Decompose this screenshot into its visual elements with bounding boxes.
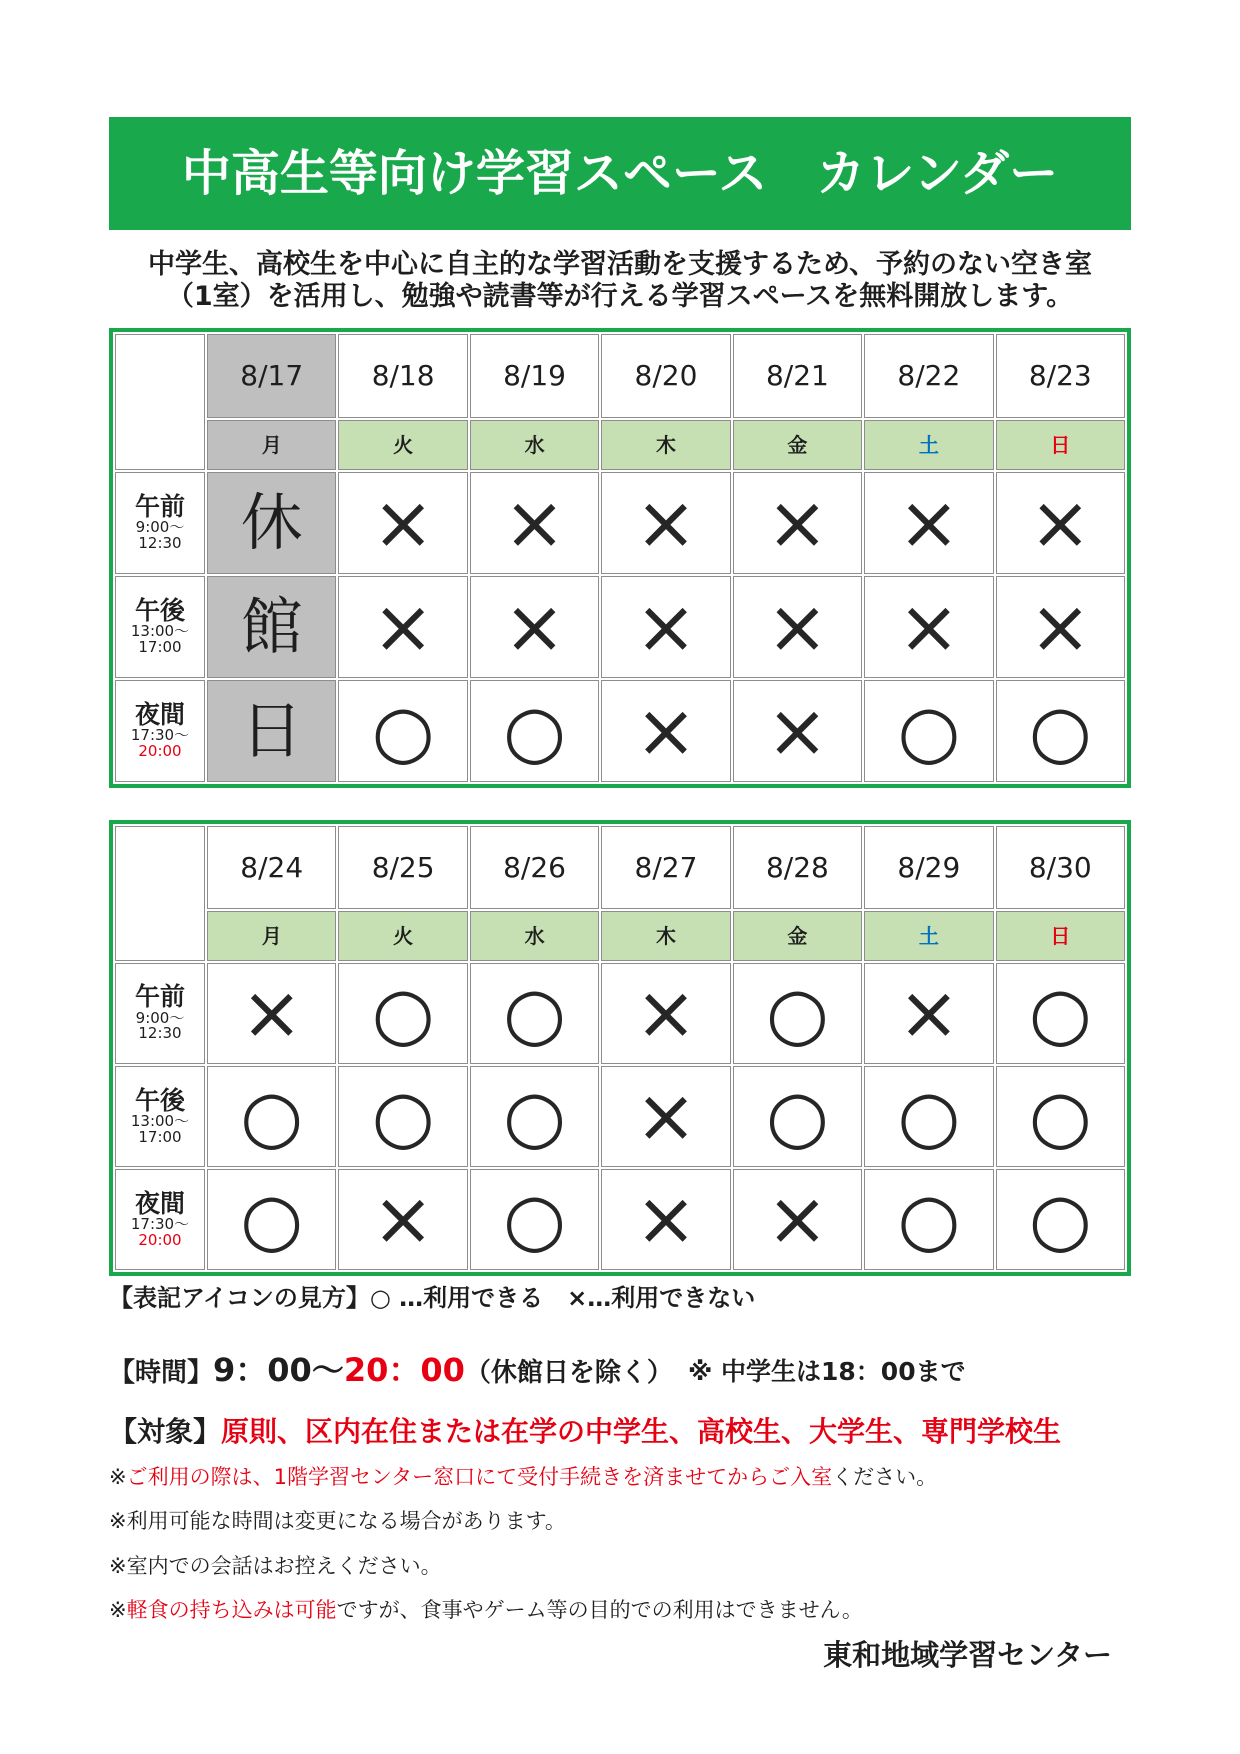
calendar-corner — [115, 334, 205, 470]
time-slot-end: 12:30 — [138, 534, 182, 553]
availability-cell — [338, 963, 467, 1064]
availability-cell — [338, 1066, 467, 1167]
weekday-cell: 月 — [207, 420, 336, 470]
weekday-cell: 水 — [470, 420, 599, 470]
availability-cell — [470, 576, 599, 678]
availability-cell — [864, 963, 993, 1064]
intro-line: （1室）を活用し、勉強や読書等が行える学習スペースを無料開放します。 — [166, 281, 1074, 312]
availability-cell — [207, 1169, 336, 1270]
weekday-cell: 月 — [207, 911, 336, 961]
availability-cell — [601, 963, 730, 1064]
notes-list — [109, 1463, 1131, 1640]
availability-cell — [733, 963, 862, 1064]
title-banner — [109, 117, 1131, 230]
availability-cell — [338, 1169, 467, 1270]
availability-cell — [864, 472, 993, 574]
availability-cell — [338, 576, 467, 678]
time-slot-end: 17:00 — [138, 1127, 182, 1146]
availability-cell — [996, 1169, 1125, 1270]
weekday-cell: 水 — [470, 911, 599, 961]
availability-cell — [733, 576, 862, 678]
availability-cell — [601, 680, 730, 782]
available-mark: ○ — [1028, 971, 1092, 1056]
availability-cell — [864, 1169, 993, 1270]
available-mark: ○ — [1028, 689, 1092, 773]
available-mark: ○ — [897, 1074, 961, 1159]
available-mark: ○ — [766, 971, 829, 1056]
availability-cell — [864, 576, 993, 678]
date-cell: 8/17 — [207, 334, 336, 418]
hours-line — [109, 1350, 673, 1390]
weekday-cell: 木 — [601, 420, 730, 470]
closed-day-cell — [207, 576, 336, 678]
calendar-week-1 — [109, 328, 1131, 788]
date-cell: 8/30 — [996, 826, 1125, 909]
intro-text — [109, 249, 1131, 313]
availability-cell — [470, 1169, 599, 1270]
weekday-cell: 木 — [601, 911, 730, 961]
availability-cell — [601, 472, 730, 574]
availability-cell — [733, 1169, 862, 1270]
unavailable-mark: × — [503, 584, 566, 670]
unavailable-mark: × — [766, 1176, 829, 1263]
availability-cell — [338, 472, 467, 574]
unavailable-mark: × — [372, 584, 435, 670]
time-slot-label: 午後 — [134, 1085, 185, 1115]
time-slot-end: 17:00 — [138, 638, 182, 657]
availability-cell — [470, 963, 599, 1064]
time-slot-label: 午前 — [134, 492, 185, 522]
unavailable-mark: × — [634, 1176, 697, 1263]
target-text: 原則、区内在住または在学の中学生、高校生、大学生、専門学校生 — [221, 1415, 1062, 1448]
unavailable-mark: × — [766, 480, 829, 566]
availability-cell — [996, 576, 1125, 678]
available-mark: ○ — [897, 1177, 961, 1262]
note-text: ※利用可能な時間は変更になる場合があります。 — [109, 1509, 566, 1534]
availability-cell — [470, 1066, 599, 1167]
time-slot-start: 9:00〜 — [135, 518, 185, 537]
weekday-cell: 金 — [733, 420, 862, 470]
available-mark: ○ — [1028, 1177, 1092, 1262]
availability-cell — [338, 680, 467, 782]
unavailable-mark: × — [503, 480, 566, 566]
intro-line: 中学生、高校生を中心に自主的な学習活動を支援するため、予約のない空き室 — [148, 249, 1092, 280]
date-cell: 8/29 — [864, 826, 993, 909]
time-slot-start: 13:00〜 — [130, 1111, 190, 1130]
weekday-cell: 日 — [996, 420, 1125, 470]
time-slot-end: 20:00 — [138, 742, 182, 761]
availability-cell — [996, 680, 1125, 782]
calendar-corner — [115, 826, 205, 961]
time-slot-header — [115, 1066, 205, 1167]
unavailable-mark: × — [897, 970, 960, 1057]
date-cell: 8/18 — [338, 334, 467, 418]
note-text: ご利用の際は、1階学習センター窓口にて受付手続きを済ませてからご入室 — [126, 1465, 833, 1489]
hours-label: 【時間】 — [109, 1358, 214, 1388]
date-cell: 8/23 — [996, 334, 1125, 418]
organization-signature: 東和地域学習センター — [823, 1638, 1112, 1672]
closed-day-char: 休 — [240, 486, 303, 559]
time-slot-header — [115, 680, 205, 782]
unavailable-mark: × — [634, 480, 697, 566]
weekday-cell: 土 — [864, 420, 993, 470]
available-mark: ○ — [240, 1177, 304, 1262]
time-slot-start: 17:30〜 — [130, 1214, 190, 1233]
unavailable-mark: × — [372, 480, 435, 566]
time-slot-label: 午前 — [134, 982, 185, 1012]
note-line — [109, 1463, 1131, 1507]
unavailable-mark: × — [634, 970, 697, 1057]
target-line — [109, 1414, 1061, 1450]
unavailable-mark: × — [372, 1176, 435, 1263]
available-mark: ○ — [503, 971, 566, 1056]
date-cell: 8/28 — [733, 826, 862, 909]
availability-cell — [207, 1066, 336, 1167]
date-cell: 8/20 — [601, 334, 730, 418]
calendar-week-2 — [109, 820, 1131, 1276]
icon-legend: 【表記アイコンの見方】○ …利用できる ×…利用できない — [109, 1284, 756, 1312]
availability-cell — [733, 1066, 862, 1167]
unavailable-mark: × — [1029, 584, 1092, 670]
hours-end: 20：00 — [343, 1351, 465, 1389]
unavailable-mark: × — [240, 970, 303, 1057]
availability-cell — [601, 1066, 730, 1167]
time-slot-header — [115, 576, 205, 678]
availability-cell — [470, 472, 599, 574]
unavailable-mark: × — [634, 584, 697, 670]
availability-cell — [864, 680, 993, 782]
closed-day-char: 館 — [240, 590, 303, 663]
availability-cell — [470, 680, 599, 782]
available-mark: ○ — [766, 1074, 829, 1159]
weekday-cell: 日 — [996, 911, 1125, 961]
date-cell: 8/25 — [338, 826, 467, 909]
available-mark: ○ — [371, 1074, 435, 1159]
target-label: 【対象】 — [109, 1415, 222, 1448]
note-text: ※室内での会話はお控えください。 — [109, 1553, 442, 1578]
time-slot-start: 17:30〜 — [130, 726, 190, 745]
unavailable-mark: × — [634, 688, 697, 774]
date-cell: 8/21 — [733, 334, 862, 418]
note-text: ですが、食事やゲーム等の目的での利用はできません。 — [336, 1597, 863, 1622]
time-slot-label: 午後 — [134, 596, 185, 626]
availability-cell — [996, 1066, 1125, 1167]
note-text: ください。 — [832, 1465, 938, 1489]
note-text: ※ — [109, 1465, 127, 1489]
note-text: ※ — [109, 1597, 127, 1622]
note-line — [109, 1507, 1131, 1551]
unavailable-mark: × — [634, 1073, 697, 1160]
available-mark: ○ — [503, 689, 566, 773]
time-slot-start: 13:00〜 — [130, 622, 190, 641]
time-slot-start: 9:00〜 — [135, 1008, 185, 1027]
time-slot-end: 20:00 — [138, 1230, 182, 1249]
closed-day-cell — [207, 680, 336, 782]
date-cell: 8/27 — [601, 826, 730, 909]
hours-exception: （休館日を除く） — [464, 1358, 673, 1388]
note-text: 軽食の持ち込みは可能 — [126, 1597, 337, 1622]
date-cell: 8/22 — [864, 334, 993, 418]
available-mark: ○ — [371, 971, 435, 1056]
available-mark: ○ — [1028, 1074, 1092, 1159]
time-slot-end: 12:30 — [138, 1024, 182, 1043]
available-mark: ○ — [503, 1177, 566, 1262]
junior-high-note: ※ 中学生は18：00まで — [688, 1357, 966, 1386]
available-mark: ○ — [503, 1074, 566, 1159]
time-slot-label: 夜間 — [134, 700, 185, 730]
availability-cell — [207, 963, 336, 1064]
availability-cell — [864, 1066, 993, 1167]
available-mark: ○ — [240, 1074, 304, 1159]
unavailable-mark: × — [766, 688, 829, 774]
time-slot-header — [115, 963, 205, 1064]
availability-cell — [733, 472, 862, 574]
hours-start: 9：00〜 — [213, 1351, 344, 1389]
weekday-cell: 火 — [338, 911, 467, 961]
weekday-cell: 土 — [864, 911, 993, 961]
time-slot-header — [115, 472, 205, 574]
availability-cell — [601, 576, 730, 678]
date-cell: 8/24 — [207, 826, 336, 909]
availability-cell — [996, 472, 1125, 574]
closed-day-cell — [207, 472, 336, 574]
unavailable-mark: × — [1029, 480, 1092, 566]
availability-cell — [601, 1169, 730, 1270]
availability-cell — [996, 963, 1125, 1064]
weekday-cell: 火 — [338, 420, 467, 470]
available-mark: ○ — [371, 689, 435, 773]
time-slot-label: 夜間 — [134, 1188, 185, 1218]
note-line — [109, 1552, 1131, 1596]
page-title: 中高生等向け学習スペース カレンダー — [181, 145, 1059, 202]
availability-cell — [733, 680, 862, 782]
time-slot-header — [115, 1169, 205, 1270]
unavailable-mark: × — [897, 584, 960, 670]
note-line — [109, 1596, 1131, 1640]
unavailable-mark: × — [897, 480, 960, 566]
closed-day-char: 日 — [240, 694, 303, 767]
date-cell: 8/19 — [470, 334, 599, 418]
date-cell: 8/26 — [470, 826, 599, 909]
available-mark: ○ — [897, 689, 961, 773]
weekday-cell: 金 — [733, 911, 862, 961]
unavailable-mark: × — [766, 584, 829, 670]
